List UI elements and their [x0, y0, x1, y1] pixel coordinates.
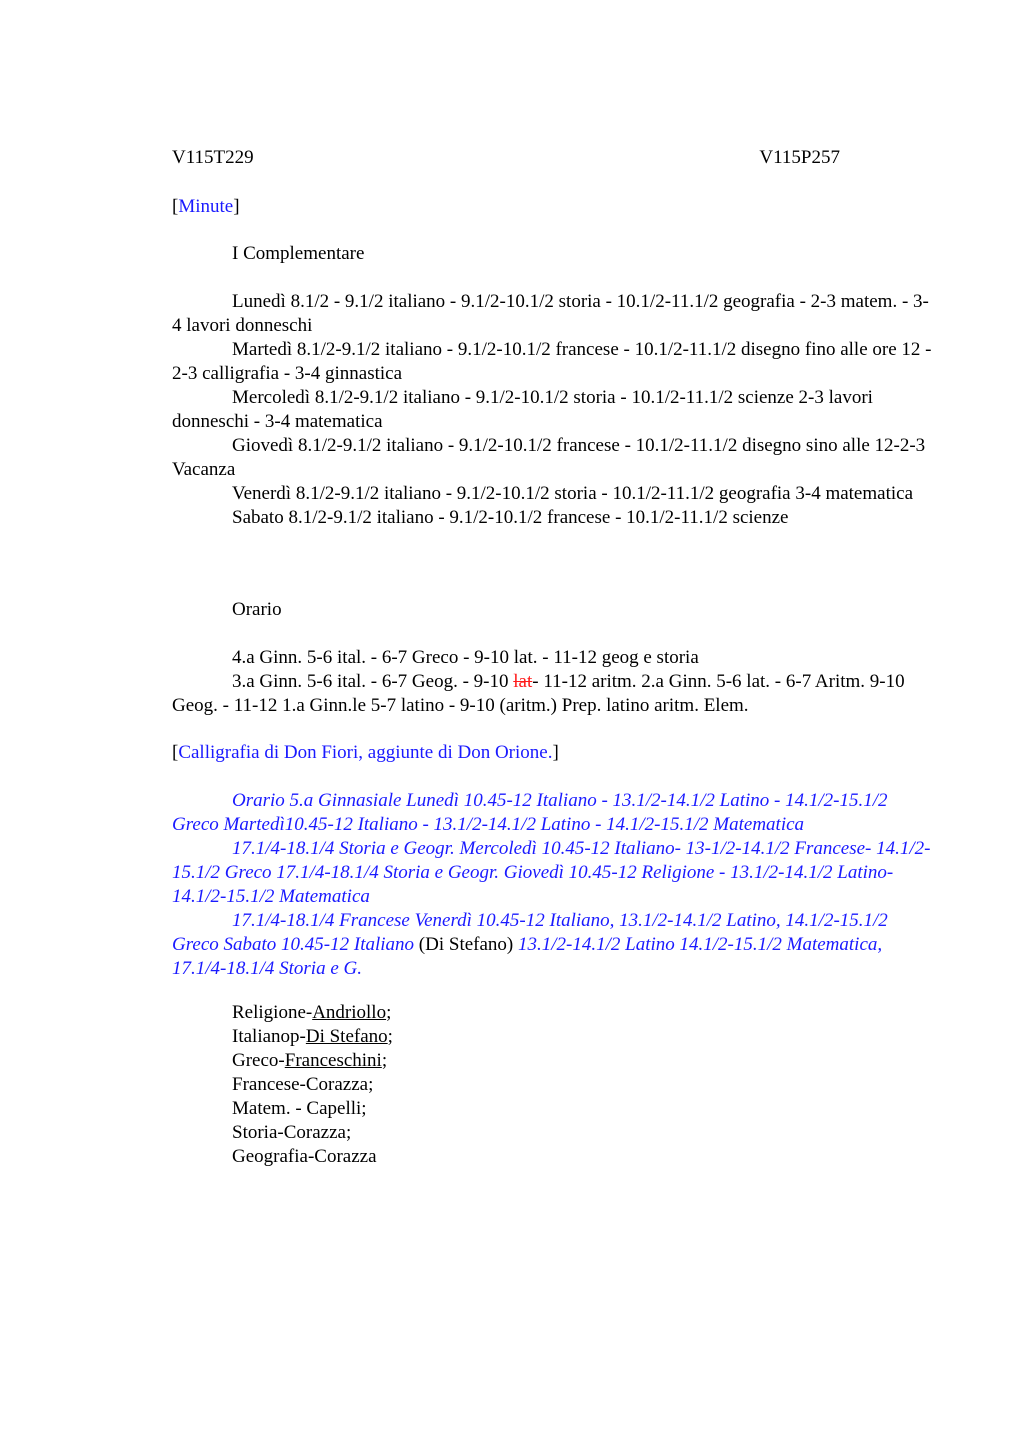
teacher-list [232, 1001, 393, 1169]
right-code: V115P257 [759, 147, 840, 168]
punct: ; [361, 1098, 367, 1119]
teacher-name: Capelli [306, 1098, 362, 1119]
teacher-name: Corazza [283, 1122, 346, 1143]
list-item [232, 1001, 393, 1025]
subject: Geografia- [232, 1146, 315, 1167]
annotation-para [172, 909, 932, 981]
punct: ; [345, 1122, 352, 1143]
subject: Matem. - [232, 1098, 307, 1119]
punct: ; [386, 1002, 392, 1023]
minute-label: [Minute] [172, 196, 240, 217]
section2-title: Orario [232, 599, 282, 620]
subject: Religione- [232, 1002, 313, 1023]
list-item [232, 1145, 393, 1169]
day-line: Lunedì 8.1/2 - 9.1/2 italiano - 9.1/2-10.1/2 storia - 10.1/2-11.1/2 geografia - 2-3 matem. - 3-4 lavori donneschi [172, 291, 929, 336]
subject: Greco- [232, 1050, 285, 1071]
left-code: V115T229 [172, 147, 254, 168]
teacher-name: Corazza [305, 1074, 369, 1095]
day-line: Mercoledì 8.1/2-9.1/2 italiano - 9.1/2-10.1/2 storia - 10.1/2-11.1/2 scienze 2-3 lavori donneschi - 3-4 matematica [172, 387, 873, 432]
day-line: Martedì 8.1/2-9.1/2 italiano - 9.1/2-10.1/2 francese - 10.1/2-11.1/2 disegno fino alle ore 12 - 2-3 calligrafia - 3-4 ginnastica [172, 339, 932, 384]
note-text: Calligrafia di Don Fiori, aggiunte di Don Orione. [178, 742, 553, 763]
orario-line [172, 670, 932, 718]
annotation-para: Orario 5.a Ginnasiale Lunedì 10.45-12 Italiano - 13.1/2-14.1/2 Latino - 14.1/2-15.1/2 Greco Martedì10.45-12 Italiano - 13.1/2-14.1/2 Latino - 14.1/2-15.1/2 Matematica [172, 790, 888, 835]
orario-block [172, 646, 932, 718]
punct: ; [381, 1050, 388, 1071]
teacher-name: Franceschini [284, 1050, 382, 1071]
day-line: Venerdì 8.1/2-9.1/2 italiano - 9.1/2-10.1/2 storia - 10.1/2-11.1/2 geografia 3-4 matematica [232, 483, 914, 504]
annotation-para: 17.1/4-18.1/4 Storia e Geogr. Mercoledì 10.45-12 Italiano- 13-1/2-14.1/2 Francese- 14.1/2-15.1/2 Greco 17.1/4-18.1/4 Storia e Geogr. Giovedì 10.45-12 Religione - 13.1/2-14.1/2 Latino- 14.1/2-15.1/2 Matematica [172, 838, 931, 907]
orario-text: - 11-12 aritm. 2.a Ginn. 5-6 lat. - 6-7 Aritm. 9-10 Geog. - 11-12 1.a Ginn.le 5-7 latino - 9-10 (aritm.) Prep. latino aritm. Elem. [172, 671, 905, 716]
section1-title: I Complementare [232, 243, 365, 264]
list-item [232, 1049, 393, 1073]
punct: ; [387, 1026, 393, 1047]
note-label: [Calligrafia di Don Fiori, aggiunte di Don Orione.] [172, 742, 559, 763]
subject: Francese- [232, 1074, 306, 1095]
section1-title-wrap [172, 242, 932, 266]
teacher-name: Andriollo [312, 1002, 387, 1023]
punct: ; [368, 1074, 374, 1095]
weekly-schedule [172, 290, 932, 530]
section2-title-wrap [172, 598, 932, 622]
deleted-text: lat [513, 671, 533, 692]
orario-line: 4.a Ginn. 5-6 ital. - 6-7 Greco - 9-10 lat. - 11-12 geog e storia [232, 647, 699, 668]
orario-text: 3.a Ginn. 5-6 ital. - 6-7 Geog. - 9-10 [232, 671, 514, 692]
teacher-name: Corazza [314, 1146, 377, 1167]
annotation-text: 13.1/2-14.1/2 Latino 14.1/2-15.1/2 Matematica, 17.1/4-18.1/4 Storia e G. [172, 934, 883, 979]
list-item [232, 1073, 393, 1097]
list-item [232, 1025, 393, 1049]
teacher-name: Di Stefano [305, 1026, 388, 1047]
day-line: Giovedì 8.1/2-9.1/2 italiano - 9.1/2-10.1/2 francese - 10.1/2-11.1/2 disegno sino alle 12-2-3 Vacanza [172, 435, 926, 480]
plain-text: (Di Stefano) [414, 934, 518, 955]
list-item [232, 1121, 393, 1145]
minute-text: Minute [178, 196, 234, 217]
annotation-block [172, 789, 932, 981]
subject: Storia- [232, 1122, 284, 1143]
list-item [232, 1097, 393, 1121]
day-line: Sabato 8.1/2-9.1/2 italiano - 9.1/2-10.1/2 francese - 10.1/2-11.1/2 scienze [232, 507, 789, 528]
subject: Italianop- [232, 1026, 306, 1047]
annotation-text: 17.1/4-18.1/4 Francese Venerdì 10.45-12 Italiano, 13.1/2-14.1/2 Latino, 14.1/2-15.1/2 Greco Sabato 10.45-12 Italiano [172, 910, 888, 955]
